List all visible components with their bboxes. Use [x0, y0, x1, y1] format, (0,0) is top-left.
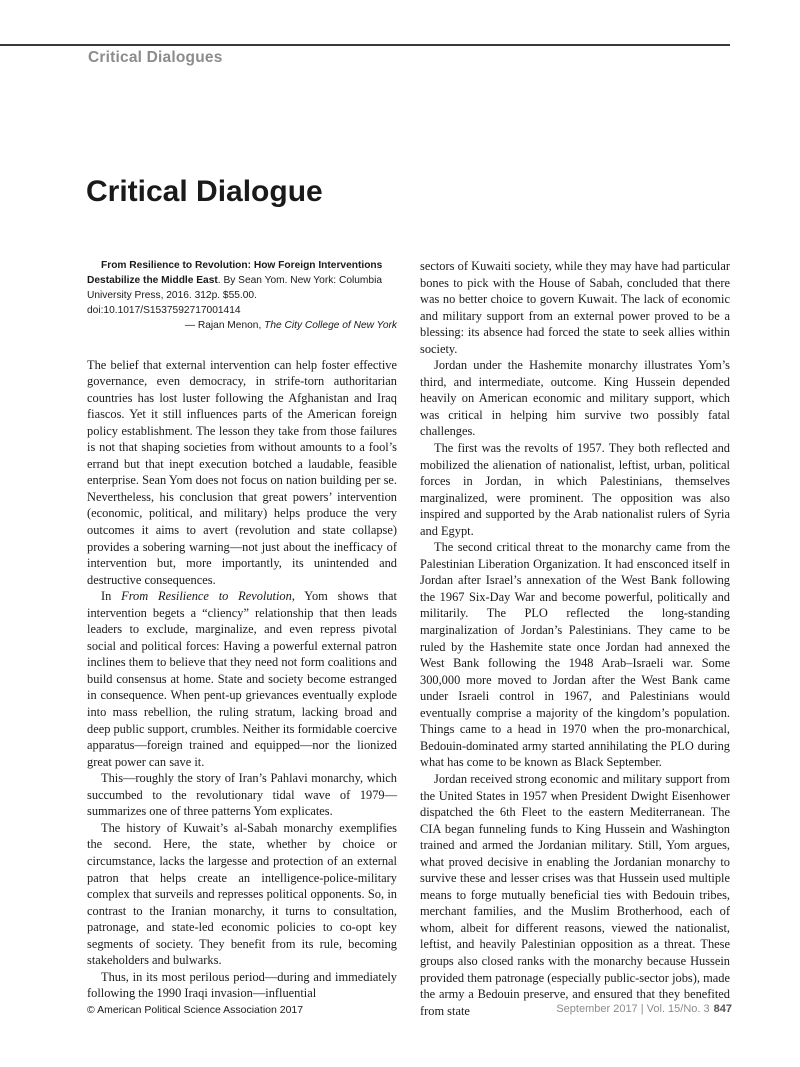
paragraph	[87, 588, 397, 770]
paragraph: The second critical threat to the monarchy came from the Palestinian Liberation Organization. It had ensconced itself in Jordan after Israel’s annexation of the West Bank following the 1967 Six-Day War and become powerful, politically and militarily. The PLO reflected the long-standing marginalization of Jordan’s Palestinians. They came to be ruled by the Hashemite state once Jordan had annexed the West Bank following the 1948 Arab–Israeli war. Some 300,000 more moved to Jordan after the West Bank came under Israeli control in 1967, and Palestinians would eventually comprise a majority of the kingdom’s population. Things came to a head in 1970 when the pro-monarchical, Bedouin-dominated army started annihilating the PLO during what has come to be known as Black September.	[420, 540, 730, 770]
paragraph: Jordan under the Hashemite monarchy illustrates Yom’s third, and intermediate, outcome. King Hussein depended heavily on American economic and military support, which was critical in helping him survive two possibly fatal challenges.	[420, 358, 730, 439]
page-number: 847	[713, 1003, 732, 1015]
running-head: Critical Dialogues	[88, 49, 223, 66]
issue-info: September 2017 | Vol. 15/No. 3	[556, 1003, 710, 1015]
book-citation	[87, 258, 397, 318]
right-column	[420, 258, 730, 1019]
paragraph: The history of Kuwait’s al-Sabah monarchy exemplifies the second. Here, the state, whether by choice or circumstance, lacks the largesse and protection of an external patron that helps create an intelligence-police-military complex that surveils and represses political opponents. So, in contrast to the Iranian monarchy, it turns to consultation, patronage, and state-led economic policies to co-opt key segments of society. They benefit from its rule, becoming stakeholders and bulwarks.	[87, 820, 397, 968]
paragraph-rest: Yom shows that intervention begets a “cliency” relationship that then leads leaders to exclude, marginalize, and even repress pivotal social and political forces: Having a powerful external patron inclines them to believe that they need not form coalitions and build consensus at home. State and society become estranged in consequence. When pent-up grievances eventually explode into mass rebellion, the ruling stratum, lacking broad and deep public support, crumbles. Neither its formidable coercive apparatus—foreign trained and equipped—nor the lionized great power can save it.	[87, 589, 398, 769]
book-title-ref: From Resilience to Revolution	[121, 589, 292, 604]
book-doi: doi:10.1017/S1537592717001414	[87, 305, 241, 316]
header-rule	[0, 44, 730, 46]
left-column	[87, 258, 397, 1002]
book-details: . By Sean Yom. New York: Columbia University Press, 2016. 312p. $55.00.	[87, 275, 383, 301]
paragraph: Thus, in its most perilous period—during and immediately following the 1990 Iraqi invasion—influential	[87, 969, 397, 1001]
reviewer-name: — Rajan Menon,	[184, 320, 265, 331]
reviewer-line	[87, 318, 397, 335]
paragraph-punct: ,	[291, 589, 305, 604]
section-title: Critical Dialogue	[86, 175, 323, 208]
paragraph: Jordan received strong economic and military support from the United States in 1957 when President Dwight Eisenhower dispatched the 6th Fleet to the eastern Mediterranean. The CIA began funneling funds to King Hussein and Washington trained and armed the Jordanian military. Still, Yom argues, what proved decisive in enabling the Jordanian monarchy to survive these and lesser crises was that Hussein used multiple means to forge mutually beneficial ties with Bedouin tribes, merchant families, and the Muslim Brotherhood, each of whom, albeit for different reasons, viewed the nationalist, leftist, and heavily Palestinian opposition as a threat. These groups also closed ranks with the monarchy because Hussein provided them patronage (especially public-sector jobs), made the army a Bedouin preserve, and ensured that they benefited from state	[420, 771, 730, 1018]
footer-copyright: © American Political Science Association 2017	[87, 1004, 304, 1016]
reviewer-affiliation: The City College of New York	[264, 320, 397, 331]
paragraph: The belief that external intervention can help foster effective governance, even democracy, in strife-torn authoritarian countries has lost luster following the Afghanistan and Iraq fiascos. Yet it still influences parts of the American foreign policy establishment. The lesson they take from those failures is not that shaping societies from without amounts to a fool’s errand but that inept execution botched a laudable, feasible enterprise. Sean Yom does not focus on nation building per se. Nevertheless, his conclusion that great powers’ intervention (economic, political, and military) helps produce the very outcomes it aims to avert (revolution and state collapse) provides a sobering warning—not just about the inefficacy of intervention but, more importantly, its unintended and destructive consequences.	[87, 357, 397, 587]
paragraph: This—roughly the story of Iran’s Pahlavi monarchy, which succumbed to the revolutionary tidal wave of 1979—summarizes one of three patterns Yom explicates.	[87, 771, 397, 819]
paragraph-lead: In	[101, 589, 122, 604]
book-title: From Resilience to Revolution: How Foreign Interventions Destabilize the Middle East	[87, 260, 383, 286]
paragraph: The first was the revolts of 1957. They both reflected and mobilized the alienation of nationalist, leftist, urban, political forces in Jordan, in which Palestinians, themselves marginalized, were prominent. The opposition was also inspired and supported by the Arab nationalist rulers of Syria and Egypt.	[420, 441, 730, 538]
paragraph: sectors of Kuwaiti society, while they may have had particular bones to pick with the House of Sabah, concluded that there was no better choice to govern Kuwait. The lack of economic and military support from an external power proved to be a blessing: its absence had forced the state to seek allies within society.	[420, 259, 730, 356]
left-body	[87, 357, 397, 1002]
footer-issue	[556, 1003, 732, 1015]
